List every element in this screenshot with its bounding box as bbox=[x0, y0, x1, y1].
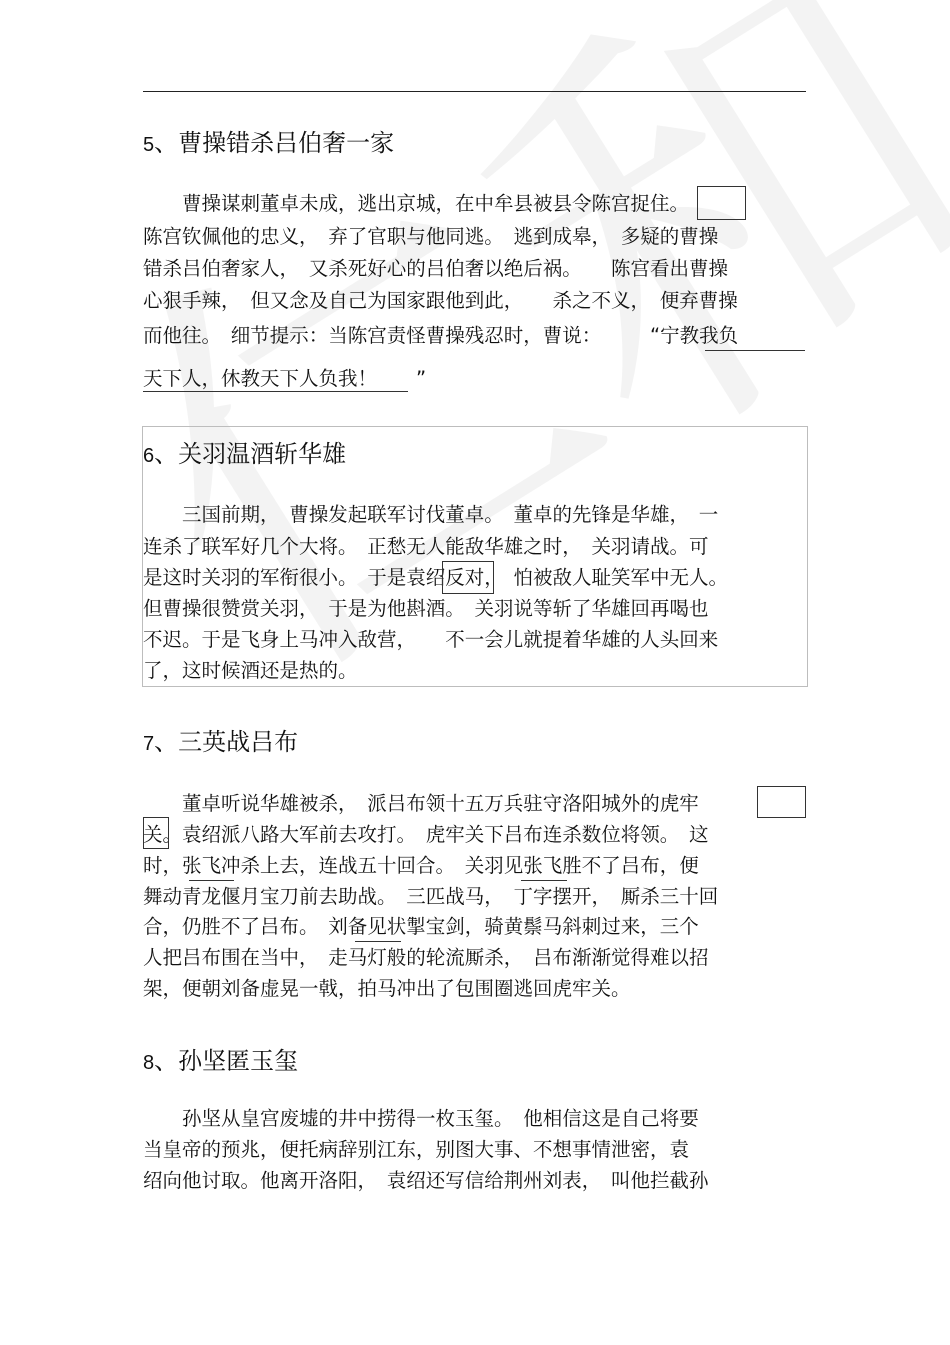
section-7-line-5: 合，仍胜不了吕布。 刘备见状掣宝剑，骑黄鬃马斜刺过来，三个 bbox=[143, 915, 699, 938]
section-7-heading bbox=[143, 727, 298, 759]
underline-mark bbox=[355, 941, 401, 942]
section-separator: 、 bbox=[154, 728, 179, 756]
section-6-line-5: 不迟。于是飞身上马冲入敌营， 不一会儿就提着华雄的人头回来 bbox=[143, 628, 719, 651]
section-7-line-7: 架，便朝刘备虚晃一戟，拍马冲出了包围圈逃回虎牢关。 bbox=[143, 977, 631, 1000]
section-separator: 、 bbox=[154, 440, 179, 468]
section-6-line-6: 了，这时候酒还是热的。 bbox=[143, 659, 358, 682]
section-8-heading bbox=[143, 1046, 298, 1078]
section-5-line-5: 而他往。 细节提示：当陈宫责怪曹操残忍时，曹说： “宁教我负 bbox=[143, 324, 739, 347]
underline-mark bbox=[521, 880, 567, 881]
section-8-line-1: 孙坚从皇宫废墟的井中捞得一枚玉玺。 他相信这是自己将要 bbox=[143, 1107, 699, 1130]
section-title: 三英战吕布 bbox=[178, 728, 299, 756]
section-separator: 、 bbox=[154, 1047, 179, 1075]
header-rule bbox=[143, 91, 806, 92]
section-title: 关羽温酒斩华雄 bbox=[178, 440, 347, 468]
underline-mark bbox=[143, 391, 408, 392]
section-title: 孙坚匿玉玺 bbox=[178, 1047, 299, 1075]
underline-mark bbox=[705, 350, 805, 351]
section-6-line-4: 但曹操很赞赏关羽， 于是为他斟酒。 关羽说等斩了华雄回再喝也 bbox=[143, 597, 709, 620]
section-number: 5 bbox=[143, 134, 155, 156]
section-6-heading bbox=[143, 439, 346, 471]
section-8-line-2: 当皇帝的预兆，便托病辞别江东，别图大事、不想事情泄密，袁 bbox=[143, 1138, 690, 1161]
section-separator: 、 bbox=[154, 129, 179, 157]
section-6-line-3: 是这时关羽的军衔很小。 于是袁绍反对， 怕被敌人耻笑军中无人。 bbox=[143, 566, 729, 589]
section-number: 6 bbox=[143, 445, 155, 467]
underline-mark bbox=[189, 880, 234, 881]
section-5-line-2: 陈宫钦佩他的忠义， 弃了官职与他同逃。 逃到成皋， 多疑的曹操 bbox=[143, 225, 719, 248]
section-6-line-2: 连杀了联军好几个大将。 正愁无人能敌华雄之时， 关羽请战。可 bbox=[143, 535, 709, 558]
section-7-line-4: 舞动青龙偃月宝刀前去助战。 三匹战马， 丁字摆开， 厮杀三十回 bbox=[143, 885, 719, 908]
section-7-line-3: 时，张飞冲杀上去，连战五十回合。 关羽见张飞胜不了吕布，便 bbox=[143, 854, 699, 877]
box-mark bbox=[442, 561, 494, 594]
section-5-line-4: 心狠手辣， 但又念及自己为国家跟他到此， 杀之不义， 便弃曹操 bbox=[143, 289, 738, 312]
section-number: 7 bbox=[143, 733, 155, 755]
section-7-line-2: 关。袁绍派八路大军前去攻打。 虎牢关下吕布连杀数位将领。 这 bbox=[143, 823, 709, 846]
box-mark bbox=[757, 786, 806, 818]
section-6-line-1: 三国前期， 曹操发起联军讨伐董卓。 董卓的先锋是华雄， 一 bbox=[143, 503, 719, 526]
section-7-line-1: 董卓听说华雄被杀， 派吕布领十五万兵驻守洛阳城外的虎牢 bbox=[143, 792, 699, 815]
section-5-line-1: 曹操谋刺董卓未成，逃出京城，在中牟县被县令陈宫捉住。 bbox=[143, 192, 690, 215]
section-7-line-6: 人把吕布围在当中， 走马灯般的轮流厮杀， 吕布渐渐觉得难以招 bbox=[143, 946, 709, 969]
box-mark bbox=[697, 186, 746, 220]
section-8-line-3: 绍向他讨取。他离开洛阳， 袁绍还写信给荆州刘表， 叫他拦截孙 bbox=[143, 1169, 709, 1192]
section-title: 曹操错杀吕伯奢一家 bbox=[178, 129, 395, 157]
box-mark bbox=[143, 817, 169, 849]
section-5-heading bbox=[143, 128, 394, 160]
section-number: 8 bbox=[143, 1052, 155, 1074]
section-5-line-6: 天下人，休教天下人负我！ ” bbox=[143, 367, 427, 390]
section-5-line-3: 错杀吕伯奢家人， 又杀死好心的吕伯奢以绝后祸。 陈宫看出曹操 bbox=[143, 257, 729, 280]
